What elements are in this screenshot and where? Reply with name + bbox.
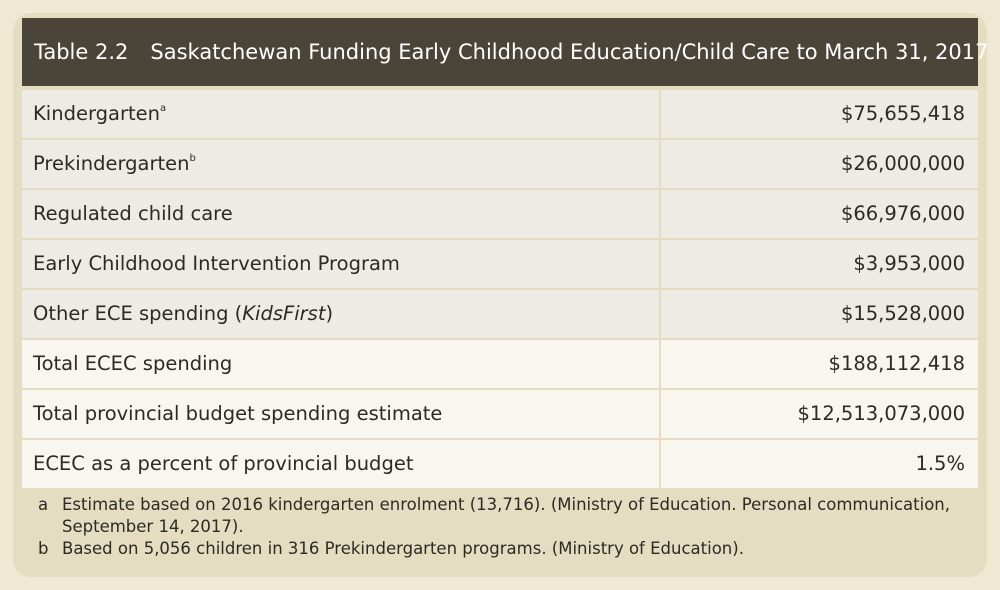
row-value: 1.5% [661, 440, 978, 488]
table-caption: Saskatchewan Funding Early Childhood Education/Child Care to March 31, 2017 [150, 40, 989, 64]
row-label: Kindergarten$^a$ [22, 90, 659, 138]
footnote-text: Estimate based on 2016 kindergarten enrolment (13,716). (Ministry of Education. Personal communication, September 14, 2017). [62, 495, 950, 536]
table-row-provincial-budget [22, 390, 978, 438]
row-label: Other ECE spending (KidsFirst) [22, 290, 659, 338]
row-label: Total provincial budget spending estimate [22, 390, 659, 438]
table-row-regulated-child-care [22, 190, 978, 238]
table-row-other-ece [22, 290, 978, 338]
row-label: Regulated child care [22, 190, 659, 238]
table-row-total-ecec [22, 340, 978, 388]
footnote-text: Based on 5,056 children in 316 Prekindergarten programs. (Ministry of Education). [62, 539, 744, 558]
table-row-early-intervention [22, 240, 978, 288]
table-title [22, 18, 989, 86]
row-label: Early Childhood Intervention Program [22, 240, 659, 288]
funding-table [22, 86, 978, 488]
row-value: $26,000,000 [661, 140, 978, 188]
row-label: Total ECEC spending [22, 340, 659, 388]
footnote-mark: a [38, 495, 49, 514]
table-number: Table 2.2 [34, 40, 129, 64]
table-row-kindergarten [22, 90, 978, 138]
footnote-mark: b [38, 539, 49, 558]
row-value: $12,513,073,000 [661, 390, 978, 438]
footnotes [38, 494, 978, 560]
row-value: $188,112,418 [661, 340, 978, 388]
footnote-b [38, 538, 978, 560]
footnote-marker: b [189, 153, 196, 164]
row-value: $75,655,418 [661, 90, 978, 138]
row-label: ECEC as a percent of provincial budget [22, 440, 659, 488]
table-row-prekindergarten [22, 140, 978, 188]
footnote-a [38, 494, 978, 538]
footnote-marker: a [159, 103, 167, 114]
row-value: $3,953,000 [661, 240, 978, 288]
table-row-ecec-percent [22, 440, 978, 488]
row-value: $66,976,000 [661, 190, 978, 238]
row-value: $15,528,000 [661, 290, 978, 338]
row-label: Prekindergarten$^b$ [22, 140, 659, 188]
